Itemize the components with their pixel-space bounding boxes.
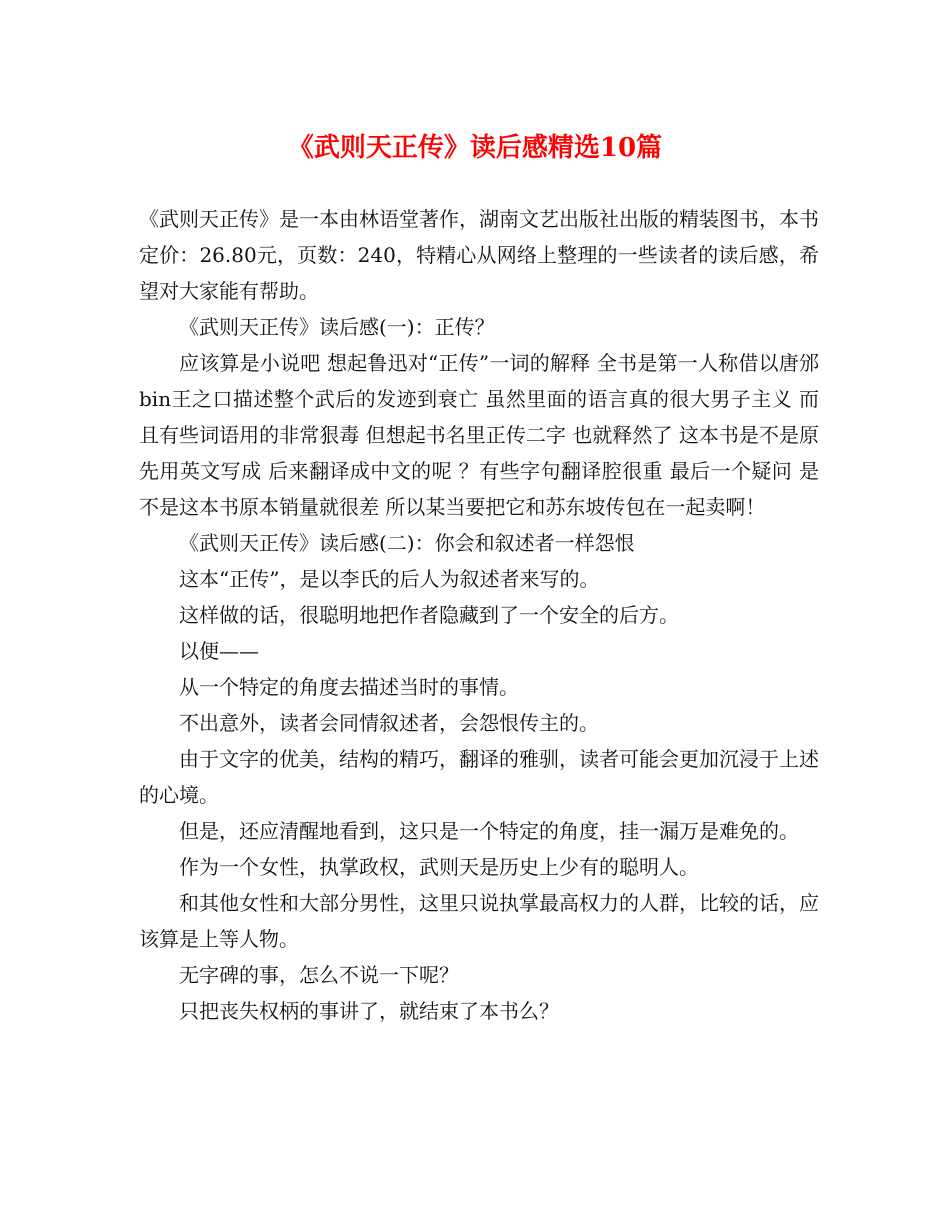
paragraph: 只把丧失权柄的事讲了，就结束了本书么？	[179, 999, 559, 1023]
paragraph: 但是，还应清醒地看到，这只是一个特定的角度，挂一漏万是难免的。	[179, 819, 799, 843]
paragraph: 由于文字的优美，结构的精巧，翻译的雅驯，读者可能会更加沉浸于上述的心境。	[139, 747, 819, 807]
section-heading-1: 《武则天正传》读后感(一)：正传？	[179, 315, 495, 339]
paragraph: 以便——	[179, 639, 259, 663]
document-title: 《武则天正传》读后感精选10篇	[287, 133, 663, 163]
paragraph: 从一个特定的角度去描述当时的事情。	[179, 675, 519, 699]
document-body	[139, 201, 819, 1029]
paragraph: 不出意外，读者会同情叙述者，会怨恨传主的。	[179, 711, 599, 735]
paragraph: 和其他女性和大部分男性，这里只说执掌最高权力的人群，比较的话，应该算是上等人物。	[139, 891, 819, 951]
paragraph: 这样做的话，很聪明地把作者隐藏到了一个安全的后方。	[179, 603, 679, 627]
paragraph: 这本“正传”，是以李氏的后人为叙述者来写的。	[179, 567, 600, 591]
paragraph: 作为一个女性，执掌政权，武则天是历史上少有的聪明人。	[179, 855, 699, 879]
paragraph: 无字碑的事，怎么不说一下呢？	[179, 963, 459, 987]
paragraph-intro: 《武则天正传》是一本由林语堂著作，湖南文艺出版社出版的精装图书，本书定价：26.80元，页数：240，特精心从网络上整理的一些读者的读后感，希望对大家能有帮助。	[139, 207, 819, 303]
section-heading-2: 《武则天正传》读后感(二)：你会和叙述者一样怨恨	[179, 531, 635, 555]
paragraph: 应该算是小说吧 想起鲁迅对“正传”一词的解释 全书是第一人称借以唐邠bin王之口描述整个武后的发迹到衰亡 虽然里面的语言真的很大男子主义 而且有些词语用的非常狠毒 但想起书名里正传二字 也就释然了 这本书是不是原先用英文写成 后来翻译成中文的呢 ？有些字句翻译腔很重 最后一个疑问 是不是这本书原本销量就很差 所以某当要把它和苏东坡传包在一起卖啊！	[139, 351, 819, 519]
